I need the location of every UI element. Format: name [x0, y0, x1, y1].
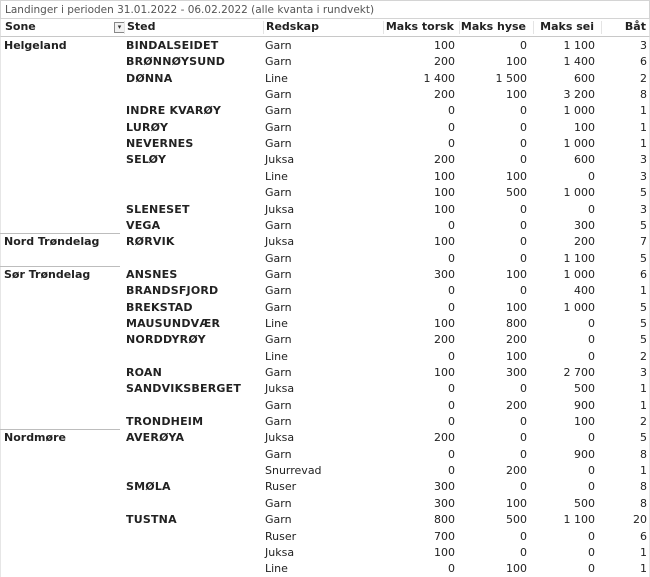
table-row[interactable]	[0, 136, 650, 152]
cell-maks-torsk: 200	[434, 333, 455, 347]
header-maks-torsk[interactable]: Maks torsk	[385, 20, 454, 33]
cell-maks-sei: 500	[574, 382, 595, 396]
cell-maks-sei: 900	[574, 447, 595, 461]
cell-maks-torsk: 200	[434, 55, 455, 69]
cell-maks-hyse: 100	[506, 88, 527, 102]
cell-maks-sei: 1 000	[563, 104, 595, 118]
column-divider	[263, 21, 264, 34]
cell-maks-hyse: 200	[506, 398, 527, 412]
cell-bat: 5	[640, 218, 647, 232]
zone-label: Nord Trøndelag	[4, 235, 100, 249]
cell-sted: NEVERNES	[126, 137, 194, 151]
cell-redskap: Snurrevad	[265, 464, 322, 478]
table-row[interactable]	[0, 71, 650, 87]
cell-maks-hyse: 100	[506, 300, 527, 314]
cell-maks-sei: 3 200	[563, 88, 595, 102]
cell-maks-sei: 0	[588, 545, 595, 559]
cell-maks-sei: 1 100	[563, 513, 595, 527]
cell-maks-sei: 0	[588, 529, 595, 543]
cell-maks-hyse: 100	[506, 562, 527, 576]
cell-sted: AVERØYA	[126, 431, 185, 445]
cell-sted: TUSTNA	[126, 513, 177, 527]
cell-maks-hyse: 0	[520, 431, 527, 445]
zone-label: Nordmøre	[4, 431, 66, 445]
cell-redskap: Garn	[265, 251, 292, 265]
cell-redskap: Juksa	[265, 235, 295, 249]
cell-maks-torsk: 0	[448, 447, 455, 461]
header-maks-hyse[interactable]: Maks hyse	[460, 20, 526, 33]
cell-bat: 1	[640, 562, 647, 576]
cell-bat: 6	[640, 267, 647, 281]
cell-maks-torsk: 0	[448, 382, 455, 396]
cell-maks-torsk: 0	[448, 218, 455, 232]
cell-maks-sei: 100	[574, 120, 595, 134]
cell-bat: 8	[640, 88, 647, 102]
header-bat[interactable]: Båt	[624, 20, 646, 33]
cell-redskap: Garn	[265, 496, 292, 510]
cell-maks-torsk: 100	[434, 169, 455, 183]
cell-maks-hyse: 200	[506, 464, 527, 478]
cell-bat: 2	[640, 349, 647, 363]
cell-redskap: Line	[265, 349, 288, 363]
cell-maks-hyse: 0	[520, 218, 527, 232]
cell-maks-hyse: 0	[520, 251, 527, 265]
zone-label: Helgeland	[4, 39, 67, 52]
cell-maks-hyse: 0	[520, 120, 527, 134]
cell-bat: 1	[640, 284, 647, 298]
report-title: Landinger i perioden 31.01.2022 - 06.02.2022 (alle kvanta i rundvekt)	[5, 4, 375, 16]
cell-redskap: Garn	[265, 398, 292, 412]
cell-maks-torsk: 200	[434, 153, 455, 167]
cell-maks-hyse: 0	[520, 39, 527, 52]
cell-maks-hyse: 100	[506, 169, 527, 183]
cell-maks-hyse: 0	[520, 529, 527, 543]
report-title-bar	[0, 0, 650, 19]
cell-maks-sei: 600	[574, 153, 595, 167]
cell-bat: 2	[640, 415, 647, 429]
cell-sted: BRANDSFJORD	[126, 284, 219, 298]
cell-maks-hyse: 100	[506, 267, 527, 281]
zone-separator	[0, 266, 120, 267]
table-row[interactable]	[0, 463, 650, 479]
cell-redskap: Garn	[265, 88, 292, 102]
cell-maks-sei: 0	[588, 316, 595, 330]
cell-bat: 5	[640, 251, 647, 265]
cell-maks-sei: 1 000	[563, 267, 595, 281]
table-row[interactable]	[0, 381, 650, 397]
cell-redskap: Garn	[265, 186, 292, 200]
cell-maks-hyse: 0	[520, 202, 527, 216]
table-row[interactable]	[0, 300, 650, 316]
cell-sted: BREKSTAD	[126, 300, 193, 314]
cell-maks-torsk: 0	[448, 398, 455, 412]
cell-maks-torsk: 100	[434, 366, 455, 379]
table-row[interactable]	[0, 120, 650, 136]
cell-redskap: Garn	[265, 333, 292, 347]
table-row[interactable]	[0, 38, 650, 54]
cell-maks-sei: 100	[574, 415, 595, 429]
cell-maks-sei: 0	[588, 333, 595, 347]
cell-maks-sei: 500	[574, 496, 595, 510]
cell-redskap: Juksa	[265, 153, 295, 167]
cell-sted: ROAN	[126, 366, 163, 379]
column-divider	[124, 21, 125, 34]
table-row[interactable]	[0, 169, 650, 185]
cell-maks-torsk: 100	[434, 202, 455, 216]
cell-maks-sei: 1 000	[563, 300, 595, 314]
cell-redskap: Garn	[265, 218, 292, 232]
cell-bat: 6	[640, 529, 647, 543]
cell-sted: INDRE KVARØY	[126, 104, 222, 118]
cell-maks-torsk: 300	[434, 267, 455, 281]
cell-maks-hyse: 500	[506, 513, 527, 527]
table-row[interactable]	[0, 561, 650, 577]
cell-bat: 1	[640, 120, 647, 134]
cell-maks-hyse: 300	[506, 366, 527, 379]
cell-bat: 2	[640, 71, 647, 85]
cell-redskap: Garn	[265, 39, 292, 52]
table-row[interactable]	[0, 398, 650, 414]
cell-maks-torsk: 100	[434, 316, 455, 330]
cell-bat: 5	[640, 316, 647, 330]
cell-sted: RØRVIK	[126, 235, 175, 249]
cell-redskap: Garn	[265, 447, 292, 461]
cell-maks-torsk: 100	[434, 235, 455, 249]
cell-maks-sei: 600	[574, 71, 595, 85]
table-row[interactable]	[0, 447, 650, 463]
column-divider	[533, 21, 534, 34]
zone-separator	[0, 429, 120, 430]
cell-maks-torsk: 100	[434, 545, 455, 559]
cell-bat: 8	[640, 480, 647, 494]
header-maks-sei[interactable]: Maks sei	[540, 20, 594, 33]
cell-maks-torsk: 800	[434, 513, 455, 527]
cell-redskap: Juksa	[265, 382, 295, 396]
cell-redskap: Garn	[265, 415, 292, 429]
cell-maks-sei: 0	[588, 464, 595, 478]
cell-maks-hyse: 1 500	[495, 71, 527, 85]
cell-maks-torsk: 100	[434, 39, 455, 52]
cell-maks-torsk: 700	[434, 529, 455, 543]
table-row[interactable]	[0, 430, 650, 446]
cell-bat: 3	[640, 153, 647, 167]
cell-maks-hyse: 0	[520, 447, 527, 461]
cell-sted: SLENESET	[126, 202, 190, 216]
cell-maks-hyse: 100	[506, 496, 527, 510]
table-row[interactable]	[0, 202, 650, 218]
cell-maks-hyse: 500	[506, 186, 527, 200]
table-row[interactable]	[0, 54, 650, 70]
cell-maks-torsk: 0	[448, 284, 455, 298]
cell-sted: LURØY	[126, 120, 169, 134]
table-row[interactable]	[0, 414, 650, 430]
cell-bat: 8	[640, 447, 647, 461]
cell-maks-sei: 900	[574, 398, 595, 412]
cell-maks-torsk: 200	[434, 88, 455, 102]
cell-maks-torsk: 0	[448, 562, 455, 576]
table-header	[0, 19, 650, 37]
cell-redskap: Line	[265, 169, 288, 183]
cell-maks-hyse: 100	[506, 55, 527, 69]
cell-maks-hyse: 800	[506, 316, 527, 330]
cell-sted: SMØLA	[126, 480, 171, 494]
cell-bat: 1	[640, 137, 647, 151]
cell-maks-sei: 400	[574, 284, 595, 298]
table-row[interactable]	[0, 496, 650, 512]
table-row[interactable]	[0, 512, 650, 528]
table-row[interactable]	[0, 283, 650, 299]
cell-maks-sei: 200	[574, 235, 595, 249]
cell-maks-torsk: 0	[448, 300, 455, 314]
cell-maks-hyse: 0	[520, 137, 527, 151]
cell-redskap: Ruser	[265, 529, 297, 543]
cell-maks-sei: 0	[588, 169, 595, 183]
cell-maks-torsk: 100	[434, 186, 455, 200]
filter-icon[interactable]: ▾	[114, 22, 125, 33]
cell-bat: 5	[640, 300, 647, 314]
cell-maks-sei: 2 700	[563, 366, 595, 379]
cell-maks-torsk: 300	[434, 496, 455, 510]
cell-sted: MAUSUNDVÆR	[126, 316, 221, 330]
cell-maks-hyse: 0	[520, 104, 527, 118]
cell-redskap: Line	[265, 316, 288, 330]
cell-maks-hyse: 100	[506, 349, 527, 363]
cell-maks-sei: 0	[588, 480, 595, 494]
cell-maks-torsk: 0	[448, 137, 455, 151]
column-divider	[601, 21, 602, 34]
table-row[interactable]	[0, 251, 650, 267]
cell-maks-torsk: 300	[434, 480, 455, 494]
column-divider	[459, 21, 460, 34]
cell-redskap: Juksa	[265, 202, 295, 216]
cell-sted: SANDVIKSBERGET	[126, 382, 242, 396]
table-row[interactable]	[0, 185, 650, 201]
cell-redskap: Garn	[265, 300, 292, 314]
cell-bat: 7	[640, 235, 647, 249]
cell-maks-hyse: 0	[520, 382, 527, 396]
header-redskap[interactable]: Redskap	[266, 20, 319, 33]
table-row[interactable]	[0, 332, 650, 348]
table-row[interactable]	[0, 349, 650, 365]
cell-maks-hyse: 200	[506, 333, 527, 347]
zone-separator	[0, 233, 120, 234]
cell-bat: 6	[640, 55, 647, 69]
table-row[interactable]	[0, 87, 650, 103]
cell-sted: BINDALSEIDET	[126, 39, 219, 52]
cell-maks-sei: 1 000	[563, 137, 595, 151]
cell-maks-hyse: 0	[520, 235, 527, 249]
cell-redskap: Garn	[265, 366, 292, 379]
cell-maks-hyse: 0	[520, 415, 527, 429]
cell-maks-hyse: 0	[520, 545, 527, 559]
cell-bat: 1	[640, 382, 647, 396]
cell-redskap: Ruser	[265, 480, 297, 494]
cell-maks-torsk: 0	[448, 415, 455, 429]
zone-label: Sør Trøndelag	[4, 267, 91, 281]
cell-maks-sei: 0	[588, 202, 595, 216]
table-row[interactable]	[0, 152, 650, 168]
cell-bat: 5	[640, 186, 647, 200]
cell-maks-sei: 1 000	[563, 186, 595, 200]
table-row[interactable]	[0, 365, 650, 381]
cell-bat: 20	[633, 513, 647, 527]
cell-bat: 3	[640, 39, 647, 52]
cell-sted: DØNNA	[126, 71, 173, 85]
cell-maks-sei: 1 400	[563, 55, 595, 69]
cell-bat: 3	[640, 202, 647, 216]
cell-bat: 1	[640, 545, 647, 559]
cell-bat: 1	[640, 398, 647, 412]
cell-redskap: Juksa	[265, 545, 295, 559]
cell-sted: SELØY	[126, 153, 167, 167]
cell-maks-sei: 1 100	[563, 251, 595, 265]
cell-maks-sei: 300	[574, 218, 595, 232]
cell-maks-hyse: 0	[520, 153, 527, 167]
table-row[interactable]	[0, 218, 650, 234]
cell-redskap: Garn	[265, 104, 292, 118]
cell-maks-torsk: 0	[448, 251, 455, 265]
cell-redskap: Juksa	[265, 431, 295, 445]
cell-sted: VEGA	[126, 218, 161, 232]
header-sone[interactable]: Sone	[5, 20, 36, 33]
cell-redskap: Garn	[265, 284, 292, 298]
cell-bat: 3	[640, 169, 647, 183]
cell-redskap: Line	[265, 71, 288, 85]
cell-maks-sei: 1 100	[563, 39, 595, 52]
cell-redskap: Garn	[265, 137, 292, 151]
table-row[interactable]	[0, 316, 650, 332]
cell-redskap: Garn	[265, 513, 292, 527]
header-sted[interactable]: Sted	[127, 20, 156, 33]
cell-maks-torsk: 200	[434, 431, 455, 445]
cell-sted: BRØNNØYSUND	[126, 55, 226, 69]
cell-maks-torsk: 0	[448, 104, 455, 118]
cell-bat: 3	[640, 366, 647, 379]
table-row[interactable]	[0, 267, 650, 283]
cell-bat: 5	[640, 431, 647, 445]
cell-bat: 1	[640, 464, 647, 478]
cell-bat: 8	[640, 496, 647, 510]
cell-maks-torsk: 1 400	[423, 71, 455, 85]
cell-maks-sei: 0	[588, 349, 595, 363]
column-divider	[383, 21, 384, 34]
cell-bat: 5	[640, 333, 647, 347]
cell-maks-hyse: 0	[520, 284, 527, 298]
table-row[interactable]	[0, 529, 650, 545]
cell-maks-sei: 0	[588, 431, 595, 445]
cell-maks-torsk: 0	[448, 349, 455, 363]
cell-redskap: Garn	[265, 267, 292, 281]
cell-redskap: Garn	[265, 55, 292, 69]
cell-redskap: Line	[265, 562, 288, 576]
cell-bat: 1	[640, 104, 647, 118]
cell-sted: NORDDYRØY	[126, 333, 206, 347]
cell-maks-torsk: 0	[448, 464, 455, 478]
table-row[interactable]	[0, 103, 650, 119]
table-row[interactable]	[0, 479, 650, 495]
cell-maks-sei: 0	[588, 562, 595, 576]
table-row[interactable]	[0, 545, 650, 561]
cell-redskap: Garn	[265, 120, 292, 134]
cell-maks-hyse: 0	[520, 480, 527, 494]
cell-sted: TRONDHEIM	[126, 415, 204, 429]
cell-maks-torsk: 0	[448, 120, 455, 134]
cell-sted: ANSNES	[126, 267, 178, 281]
